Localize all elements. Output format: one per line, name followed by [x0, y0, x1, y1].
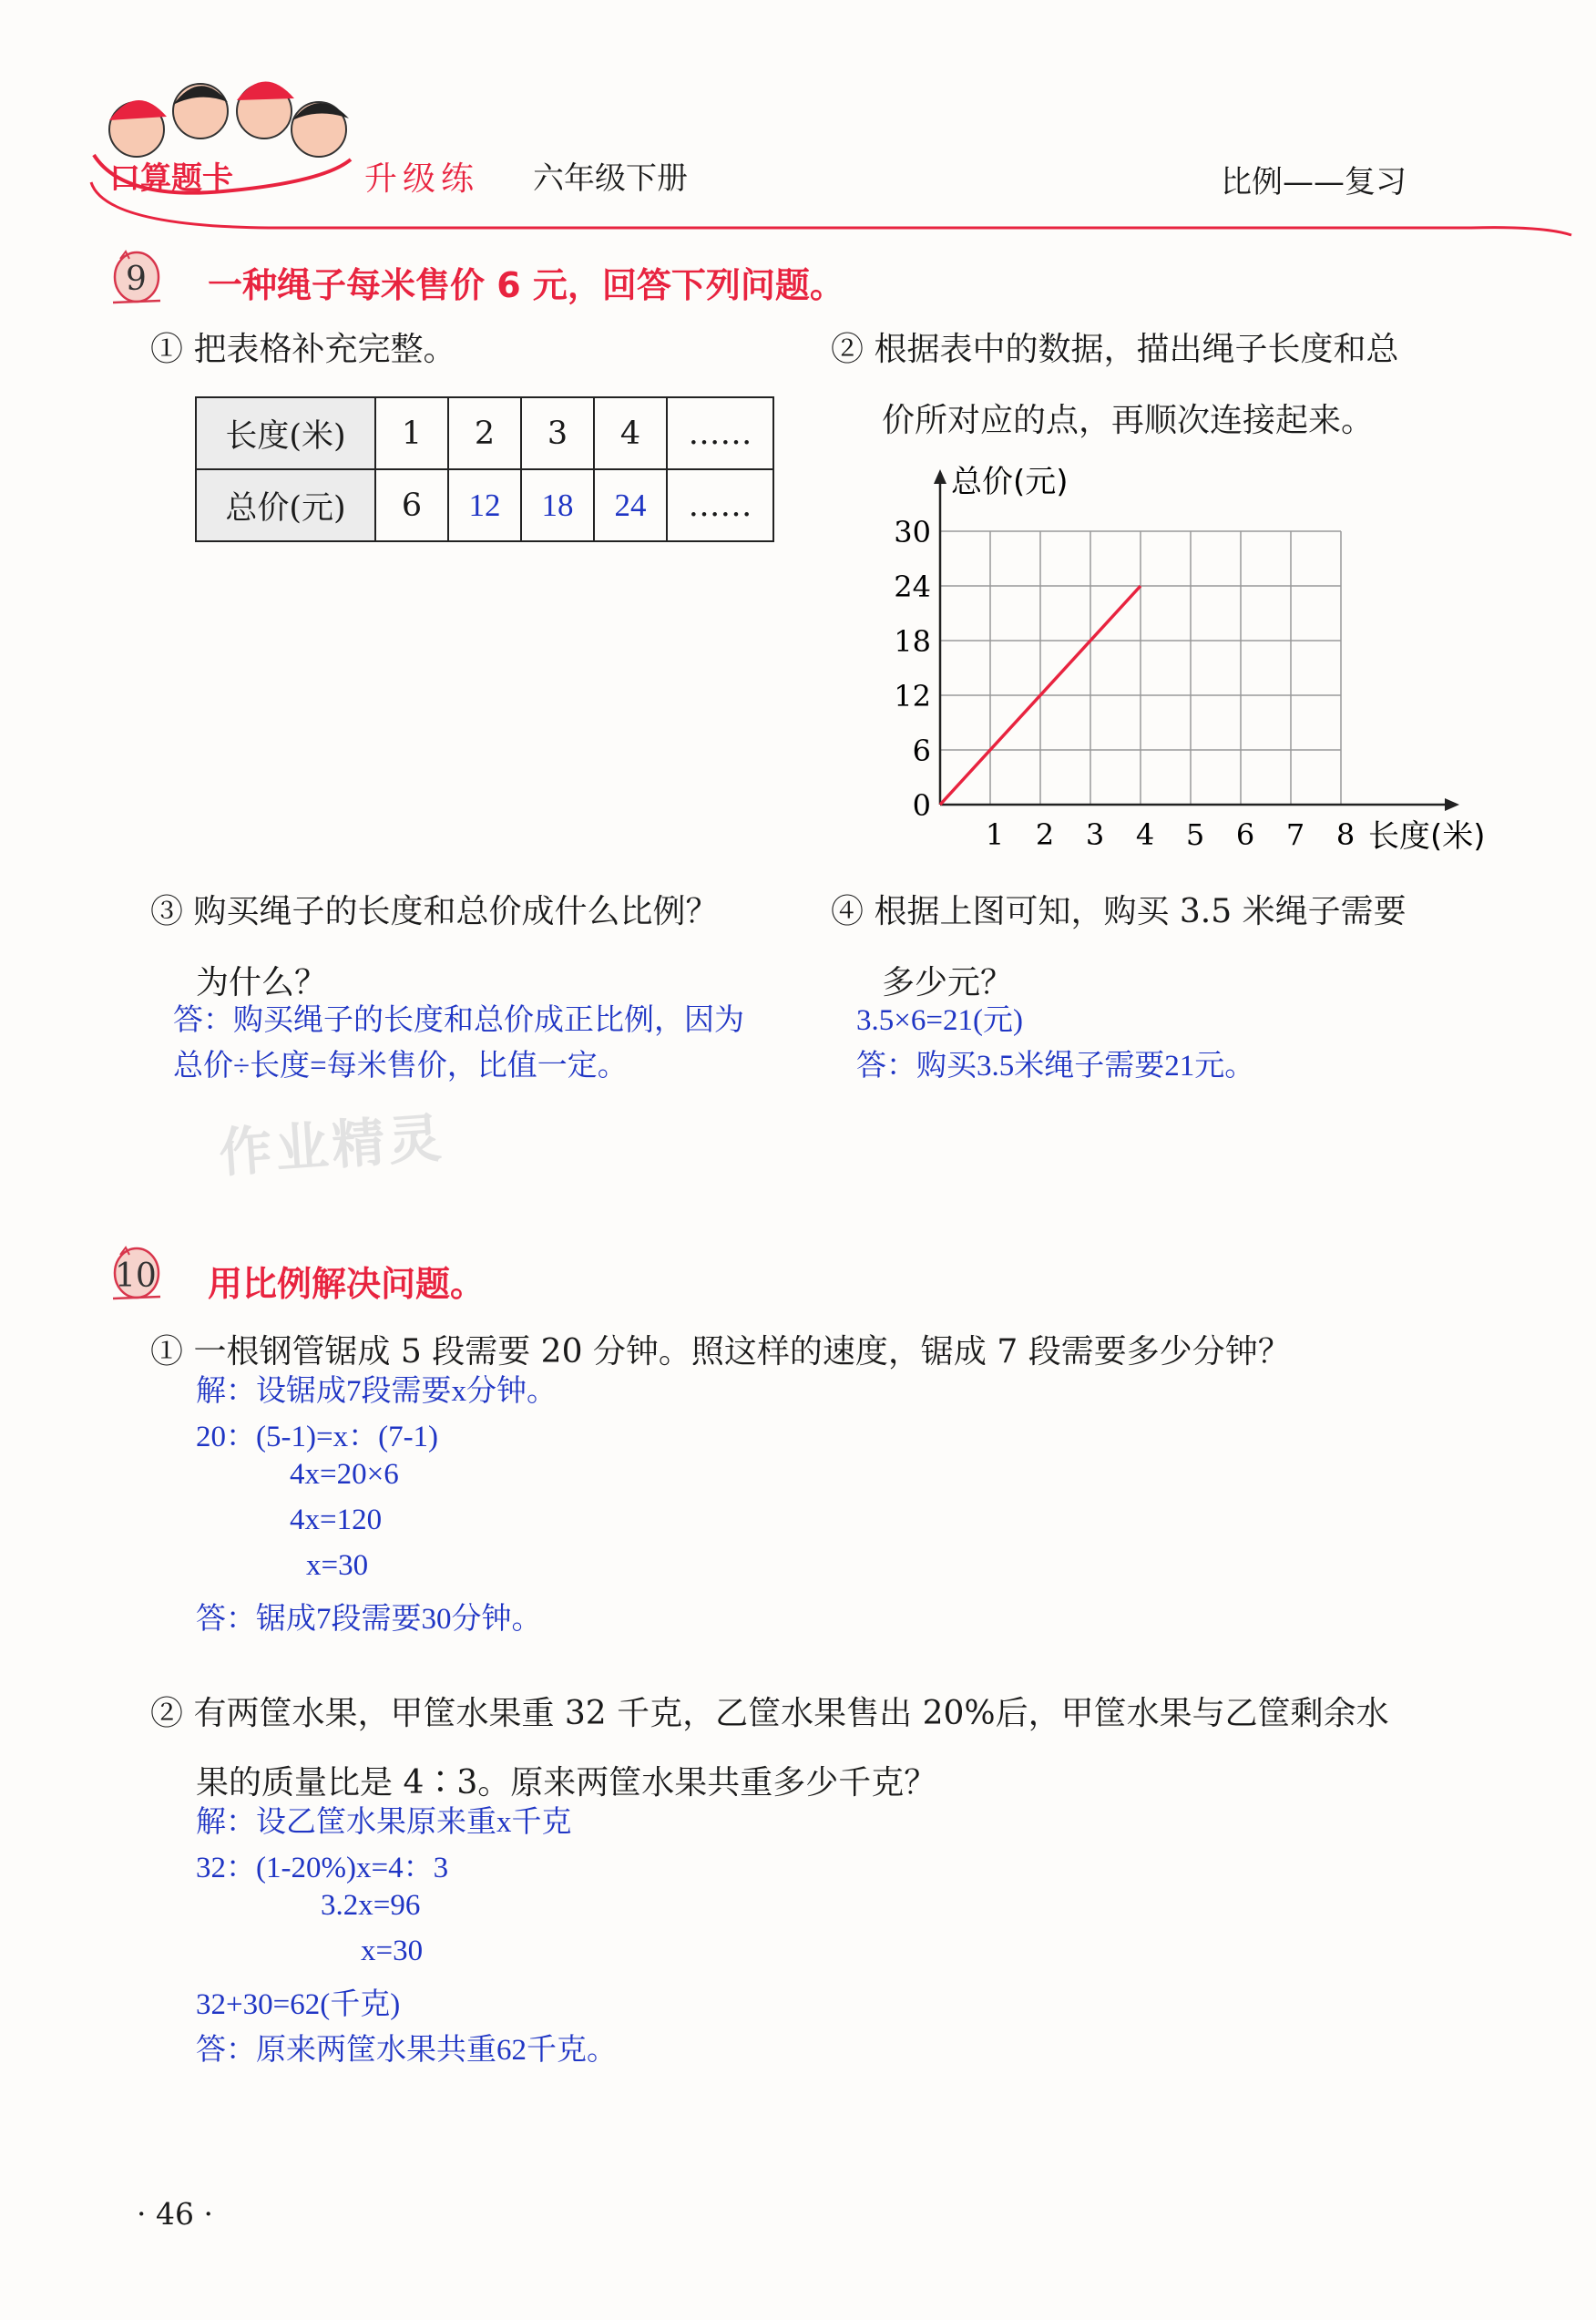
answer-cell: 12 — [448, 469, 521, 541]
table-cell: 4 — [594, 397, 667, 469]
answer-cell: 24 — [594, 469, 667, 541]
part-3-prompt-line2: 为什么？ — [196, 964, 328, 1001]
answer-line: x=30 — [361, 1935, 424, 1967]
part-3-answer-line1: 答：购买绳子的长度和总价成正比例，因为 — [173, 1004, 744, 1037]
price-table — [195, 396, 774, 542]
answer-line: 答：锯成7段需要30分钟。 — [196, 1603, 542, 1636]
part-1-prompt: ① 把表格补充完整。 — [150, 331, 456, 368]
part-4-answer-line1: 3.5×6=21(元) — [856, 1004, 1023, 1037]
page-number: · 46 · — [137, 2196, 213, 2232]
part-2-prompt-line1: ② 有两筐水果，甲筐水果重 32 千克，乙筐水果售出 20%后，甲筐水果与乙筐剩余水 — [150, 1695, 1389, 1732]
logo-text: 口算题卡 — [109, 160, 233, 197]
answer-line: 20：(5-1)=x：(7-1) — [196, 1421, 439, 1453]
answer-cell: 18 — [521, 469, 594, 541]
table-cell: …… — [667, 397, 773, 469]
x-tick-label: 2 — [1035, 817, 1055, 852]
row-label: 长度(米) — [196, 397, 375, 469]
part-4-prompt-line2: 多少元？ — [882, 964, 1014, 1001]
y-tick-label: 0 — [912, 788, 931, 823]
x-tick-label: 7 — [1285, 817, 1305, 852]
x-tick-label: 8 — [1335, 817, 1356, 852]
answer-line: 解：设乙筐水果原来重x千克 — [196, 1806, 572, 1839]
answer-line: 32+30=62(千克) — [196, 1988, 401, 2021]
question-title: 一种绳子每米售价 6 元，回答下列问题。 — [208, 265, 844, 305]
question-title: 用比例解决问题。 — [208, 1264, 486, 1304]
table-cell: 3 — [521, 397, 594, 469]
table-row — [196, 469, 773, 541]
part-4-prompt-line1: ④ 根据上图可知，购买 3.5 米绳子需要 — [831, 893, 1407, 930]
y-axis-label: 总价(元) — [951, 464, 1069, 500]
table-cell: 6 — [375, 469, 448, 541]
part-3-prompt-line1: ③ 购买绳子的长度和总价成什么比例？ — [150, 893, 719, 930]
y-tick-label: 12 — [894, 679, 931, 713]
grade-label: 六年级下册 — [533, 160, 688, 197]
watermark: 作业精灵 — [217, 1106, 447, 1185]
answer-line: 32：(1-20%)x=4：3 — [196, 1852, 449, 1884]
answer-line: 4x=20×6 — [290, 1458, 399, 1491]
part-2-prompt-line2: 果的质量比是 4∶3。原来两筐水果共重多少千克？ — [196, 1764, 937, 1802]
x-tick-label: 1 — [985, 817, 1005, 852]
answer-line: 4x=120 — [290, 1504, 383, 1536]
part-4-answer-line2: 答：购买3.5米绳子需要21元。 — [856, 1050, 1255, 1083]
x-tick-label: 4 — [1135, 817, 1155, 852]
part-3-answer-line2: 总价÷长度=每米售价，比值一定。 — [173, 1050, 628, 1083]
answer-line: 答：原来两筐水果共重62千克。 — [196, 2034, 617, 2067]
part-2-prompt-line2: 价所对应的点，再顺次连接起来。 — [882, 402, 1375, 439]
series-label: 升级练 — [364, 160, 480, 198]
x-tick-label: 3 — [1085, 817, 1105, 852]
y-tick-label: 18 — [894, 624, 931, 659]
answer-line: x=30 — [306, 1549, 369, 1582]
y-axis-arrow-icon — [934, 469, 946, 484]
answer-line: 解：设锯成7段需要x分钟。 — [196, 1375, 557, 1408]
price-length-chart — [856, 460, 1512, 866]
y-tick-label: 6 — [912, 734, 931, 768]
section-label: 比例——复习 — [1221, 164, 1407, 200]
question-number: 10 — [115, 1258, 157, 1295]
table-cell: 1 — [375, 397, 448, 469]
header-rule — [87, 155, 1581, 237]
x-axis-label: 长度(米) — [1368, 818, 1486, 855]
part-2-prompt-line1: ② 根据表中的数据，描出绳子长度和总 — [831, 331, 1399, 368]
table-cell: 2 — [448, 397, 521, 469]
table-cell: …… — [667, 469, 773, 541]
x-axis-arrow-icon — [1445, 798, 1459, 811]
y-tick-label: 24 — [894, 570, 931, 604]
row-label: 总价(元) — [196, 469, 375, 541]
question-number: 9 — [126, 261, 147, 298]
y-tick-label: 30 — [894, 515, 931, 549]
answer-line: 3.2x=96 — [321, 1889, 421, 1922]
table-row — [196, 397, 773, 469]
x-tick-label: 5 — [1185, 817, 1205, 852]
x-tick-label: 6 — [1235, 817, 1255, 852]
part-1-prompt: ① 一根钢管锯成 5 段需要 20 分钟。照这样的速度，锯成 7 段需要多少分钟？ — [150, 1333, 1291, 1370]
